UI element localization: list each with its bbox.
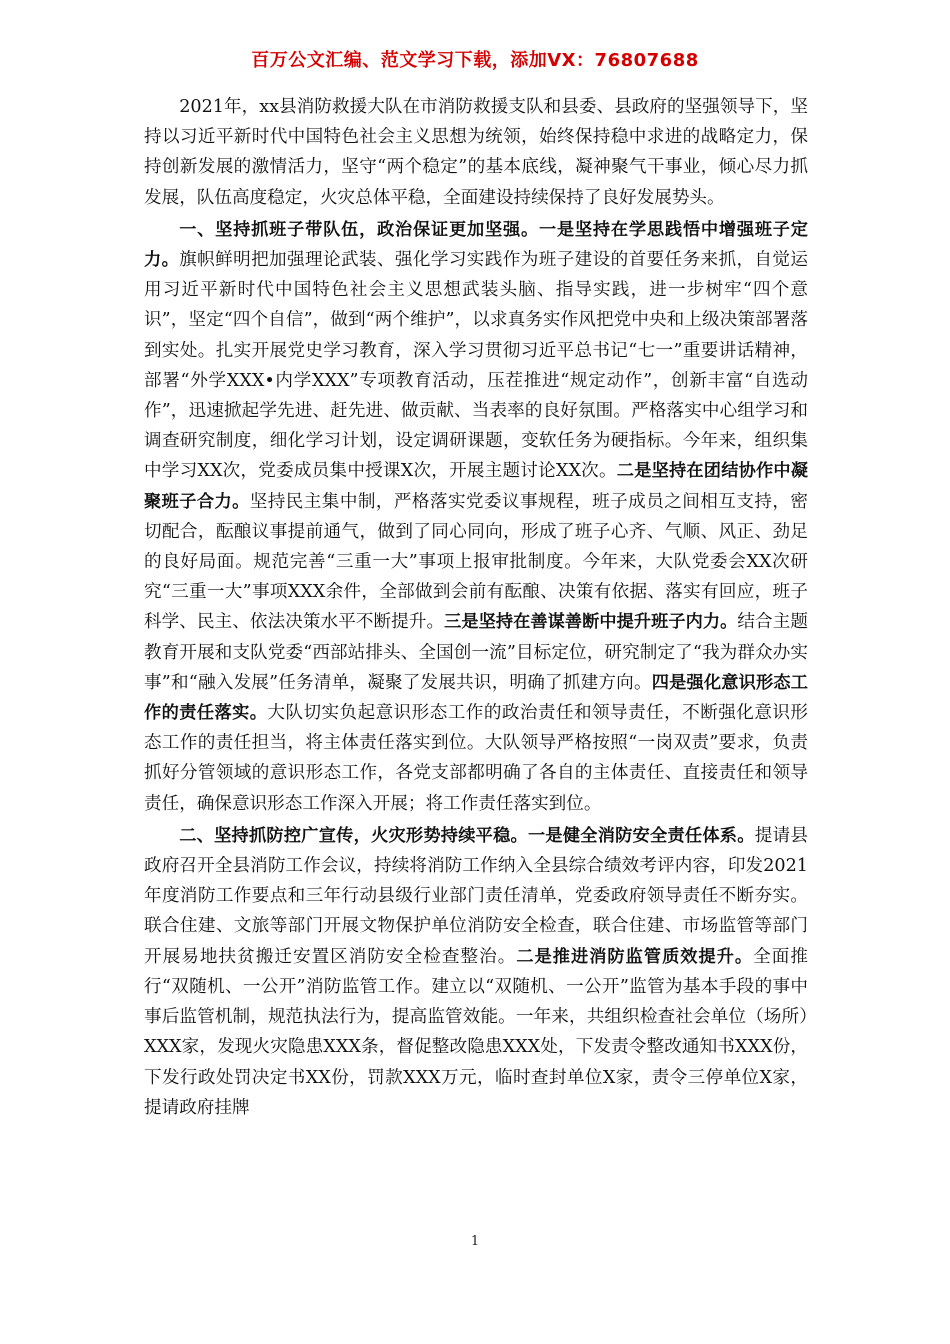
section-one-text-4: 大队切实负起意识形态工作的政治责任和领导责任，不断强化意识形态工作的责任担当，将主体责任落实到位。大队领导严格按照“一岗双责”要求，负责抓好分管领域的意识形态工作，各党支部都明确了各自的主体责任、直接责任和领导责任，确保意识形态工作深入开展；将工作责任落实到位。 xyxy=(144,703,808,814)
page-number: 1 xyxy=(470,1234,480,1249)
section-two-text-1: 提请县政府召开全县消防工作会议，持续将消防工作纳入全县综合绩效考评内容，印发2021年度消防工作要点和三年行动县级行业部门责任清单，党委政府领导责任不断夯实。联合住建、文旅等部门开展文物保护单位消防安全检查，联合住建、市场监管等部门开展易地扶贫搬迁安置区消防安全检查整治。 xyxy=(144,825,808,967)
section-one-text-2: 坚持民主集中制，严格落实党委议事规程，班子成员之间相互支持，密切配合，酝酿议事提前通气，做到了同心同向，形成了班子心齐、气顺、风正、劲足的良好局面。规范完善“三重一大”事项上报审批制度。今年来，大队党委会XX次研究“三重一大”事项XXX余件，全部做到会前有酝酿、决策有依据、落实有回应，班子科学、民主、依法决策水平不断提升。 xyxy=(144,491,808,633)
intro-text: 2021年，xx县消防救援大队在市消防救援支队和县委、县政府的坚强领导下，坚持以习近平新时代中国特色社会主义思想为统领，始终保持稳中求进的战略定力，保持创新发展的激情活力，坚守“两个稳定”的基本底线，凝神聚气干事业，倾心尽力抓发展，队伍高度稳定，火灾总体平稳，全面建设持续保持了良好发展势头。 xyxy=(144,97,808,208)
intro-paragraph xyxy=(144,92,808,213)
section-one-paragraph xyxy=(144,215,808,819)
section-one-text-3: 结合主题教育开展和支队党委“西部站排头、全国创一流”目标定位，研究制定了“我为群众办实事”和“融入发展”任务清单，凝聚了发展共识，明确了抓建方向。 xyxy=(144,612,808,693)
section-two-text-2: 全面推行“双随机、一公开”消防监管工作。建立以“双随机、一公开”监管为基本手段的事中事后监管机制，规范执法行为，提高监管效能。一年来，共组织检查社会单位（场所）XXX家，发现火灾隐患XXX条，督促整改隐患XXX处，下发责令整改通知书XXX份，下发行政处罚决定书XX份，罚款XXX万元，临时查封单位X家，责令三停单位X家，提请政府挂牌 xyxy=(144,946,808,1118)
section-one-subheading-2: 二是坚持在团结协作中凝聚班子合力。 xyxy=(144,461,808,512)
section-one-heading: 一、坚持抓班子带队伍，政治保证更加坚强。一是坚持在学思践悟中增强班子定力。 xyxy=(144,219,808,271)
section-one-subheading-4: 四是强化意识形态工作的责任落实。 xyxy=(144,672,808,724)
watermark-header: 百万公文汇编、范文学习下载，添加VX：76807688 xyxy=(251,50,699,71)
section-one-text-1: 旗帜鲜明把加强理论武装、强化学习实践作为班子建设的首要任务来抓，自觉运用习近平新时代中国特色社会主义思想武装头脑、指导实践，进一步树牢“四个意识”，坚定“四个自信”，做到“两个维护”，以求真务实作风把党中央和上级决策部署落到实处。扎实开展党史学习教育，深入学习贯彻习近平总书记“七一”重要讲话精神，部署“外学XXX•内学XXX”专项教育活动，压茬推进“规定动作”，创新丰富“自选动作”，迅速掀起学先进、赶先进、做贡献、当表率的良好氛围。严格落实中心组学习和调查研究制度，细化学习计划，设定调研课题，变软任务为硬指标。今年来，组织集中学习XX次，党委成员集中授课X次，开展主题讨论XX次。 xyxy=(144,250,808,482)
section-two-paragraph xyxy=(144,821,808,1123)
section-two-subheading-2: 二是推进消防监管质效提升。 xyxy=(516,946,754,967)
section-two-heading: 二、坚持抓防控广宣传，火灾形势持续平稳。一是健全消防安全责任体系。 xyxy=(179,825,755,846)
section-one-subheading-3: 三是坚持在善谋善断中提升班子内力。 xyxy=(444,612,738,633)
document-body xyxy=(144,92,808,1125)
